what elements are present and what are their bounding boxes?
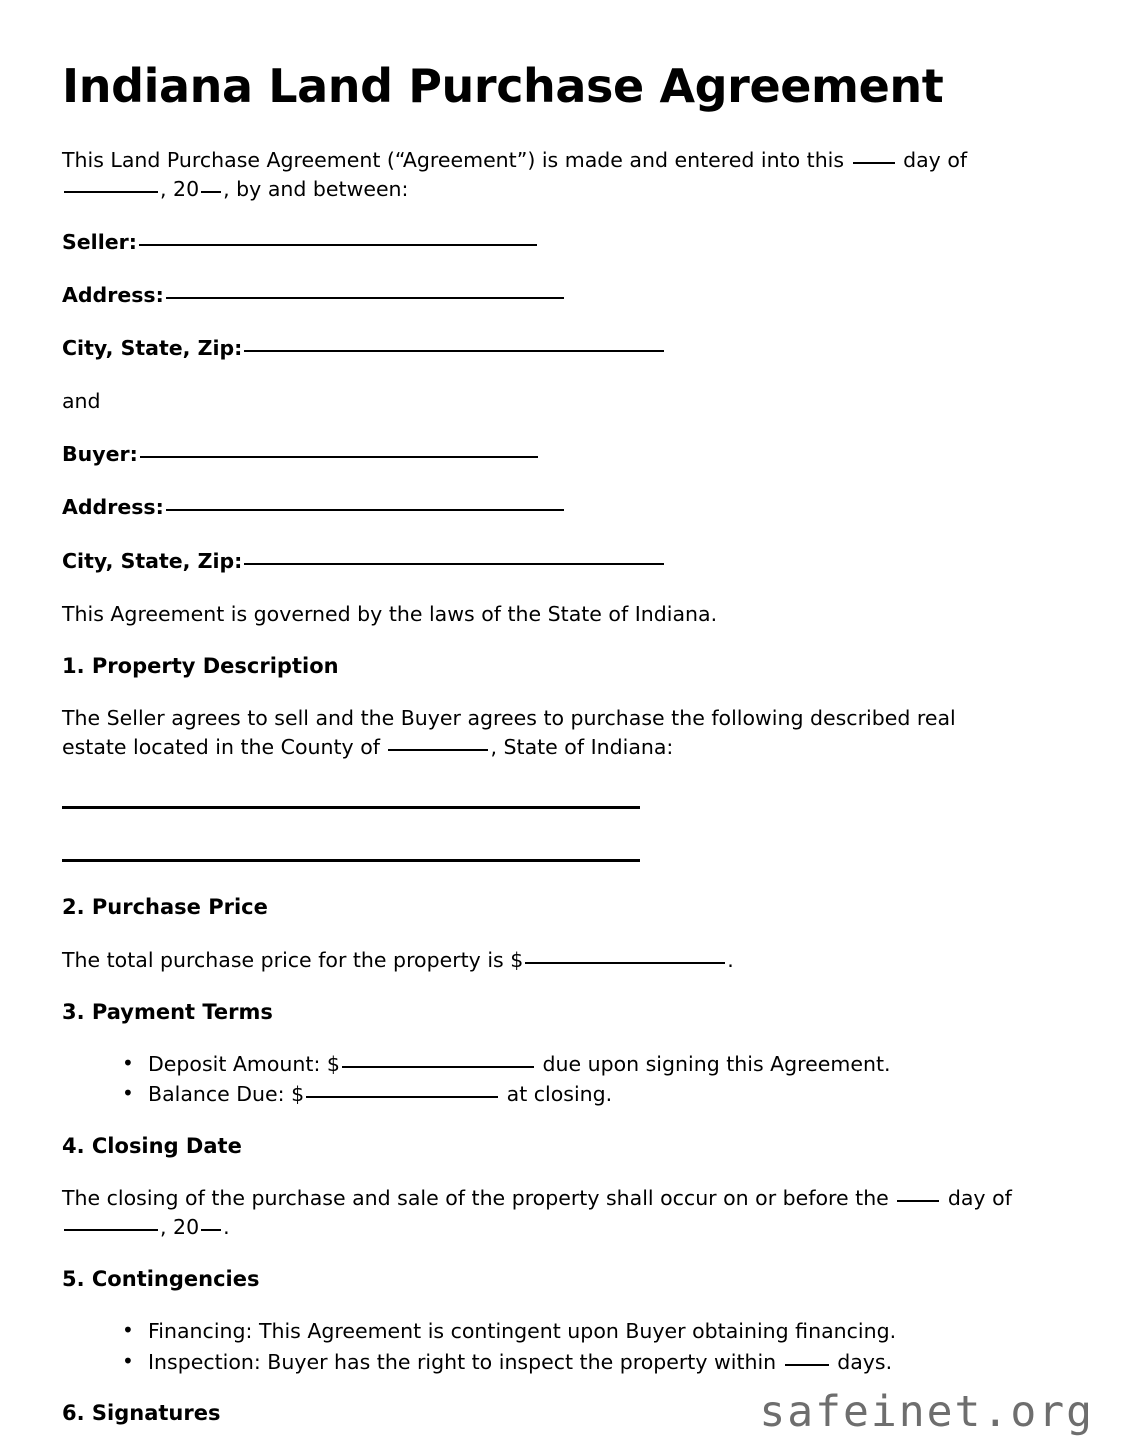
buyer-city-state-zip-field (62, 547, 1062, 576)
inspection-contingency-text: Inspection: Buyer has the right to inspect the property within (148, 1349, 783, 1374)
intro-month-blank[interactable] (64, 191, 158, 193)
section-heading-payment-terms: 3. Payment Terms (62, 999, 273, 1024)
purchase-price-text-part1: The total purchase price for the property is $ (62, 947, 524, 972)
buyer-name-label: Buyer: (62, 442, 138, 467)
balance-due-label: Balance Due: $ (148, 1082, 305, 1107)
purchase-price-blank[interactable] (525, 962, 725, 964)
property-description-write-line-1[interactable] (62, 806, 640, 809)
seller-city-state-zip-blank[interactable] (244, 350, 664, 352)
closing-date-text-part2: day of (941, 1185, 1012, 1210)
page-title: Indiana Land Purchase Agreement (62, 59, 944, 113)
list-item (122, 1050, 1062, 1078)
buyer-city-state-zip-blank[interactable] (244, 563, 664, 565)
seller-address-label: Address: (62, 283, 164, 307)
seller-city-state-zip-label: City, State, Zip: (62, 336, 243, 361)
deposit-amount-suffix: due upon signing this Agreement. (535, 1051, 891, 1076)
buyer-address-label: Address: (62, 495, 164, 520)
section-heading-contingencies: 5. Contingencies (62, 1267, 260, 1292)
section-heading-property-description: 1. Property Description (62, 653, 339, 678)
seller-city-state-zip-field (62, 334, 1062, 363)
deposit-amount-blank[interactable] (342, 1066, 534, 1068)
governing-law-paragraph: This Agreement is governed by the laws of the State of Indiana. (62, 601, 718, 626)
buyer-name-blank[interactable] (140, 456, 538, 458)
intro-text-part4: , by and between: (223, 176, 409, 201)
buyer-city-state-zip-label: City, State, Zip: (62, 548, 243, 573)
closing-date-text-part1: The closing of the purchase and sale of the property shall occur on or before the (62, 1185, 896, 1210)
seller-address-blank[interactable] (166, 297, 564, 299)
list-item (122, 1080, 1062, 1108)
balance-due-blank[interactable] (306, 1096, 498, 1098)
watermark-safeinet: safeinet.org (759, 1387, 1094, 1437)
closing-year-blank[interactable] (201, 1229, 221, 1231)
closing-date-paragraph (62, 1184, 1052, 1242)
deposit-amount-label: Deposit Amount: $ (148, 1051, 340, 1076)
property-description-paragraph (62, 704, 1022, 762)
intro-text-part1: This Land Purchase Agreement (“Agreement”) is made and entered into this (62, 147, 851, 172)
inspection-contingency-suffix: days. (830, 1349, 893, 1374)
list-item (122, 1348, 1062, 1376)
list-item (122, 1317, 1062, 1345)
financing-contingency-text: Financing: This Agreement is contingent upon Buyer obtaining financing. (148, 1319, 897, 1344)
closing-day-blank[interactable] (897, 1200, 939, 1202)
property-county-blank[interactable] (388, 749, 488, 751)
buyer-address-field (62, 493, 1062, 522)
property-description-text-part2: , State of Indiana: (490, 735, 674, 760)
seller-name-label: Seller: (62, 229, 137, 254)
closing-month-blank[interactable] (64, 1229, 158, 1231)
seller-name-blank[interactable] (139, 244, 537, 246)
contingencies-list (62, 1317, 1062, 1376)
property-description-write-line-2[interactable] (62, 859, 640, 862)
section-heading-closing-date: 4. Closing Date (62, 1133, 242, 1158)
inspection-days-blank[interactable] (785, 1364, 829, 1366)
intro-text-part3: , 20 (160, 176, 200, 201)
payment-terms-list (62, 1050, 1062, 1109)
seller-address-field (62, 281, 1062, 310)
purchase-price-paragraph (62, 946, 1052, 975)
balance-due-suffix: at closing. (500, 1082, 613, 1107)
purchase-price-text-part2: . (727, 947, 734, 972)
buyer-name-field (62, 440, 1062, 469)
intro-text-part2: day of (896, 147, 968, 172)
section-heading-purchase-price: 2. Purchase Price (62, 895, 268, 920)
section-heading-signatures: 6. Signatures (62, 1400, 221, 1425)
intro-year-blank[interactable] (201, 191, 221, 193)
closing-date-text-part4: . (223, 1214, 230, 1239)
closing-date-text-part3: , 20 (160, 1214, 200, 1239)
buyer-address-blank[interactable] (166, 509, 564, 511)
property-description-text-part1: The Seller agrees to sell and the Buyer agrees to purchase the following described real estate located in the County of (62, 706, 956, 760)
intro-day-blank[interactable] (853, 162, 895, 164)
seller-name-field (62, 228, 1062, 257)
conjunction-and: and (62, 389, 101, 414)
intro-paragraph (62, 146, 1052, 204)
